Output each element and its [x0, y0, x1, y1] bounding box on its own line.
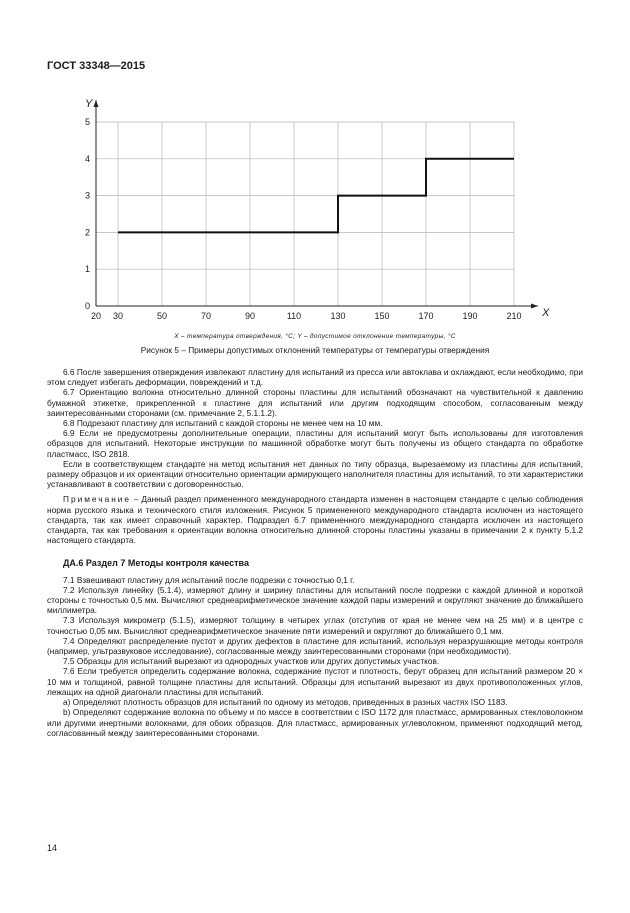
section-title: ДА.6 Раздел 7 Методы контроля качества	[63, 558, 249, 569]
x-tick-label-30: 30	[112, 311, 124, 321]
y-tick-label-5: 5	[84, 117, 90, 127]
x-tick-label-170: 170	[418, 311, 434, 321]
paragraph-7-2: 7.2 Используя линейку (5.1.4), измеряют длину и ширину пластины для испытаний после подрезки с каждой длинной и короткой стороны с точностью 0,5 мм. Вычисляют среднеарифметическое значение каждой пары измерений и округляют значение до ближайшего миллиметра.	[47, 584, 583, 616]
y-axis-arrow	[94, 100, 99, 107]
x-tick-label-210: 210	[506, 311, 522, 321]
x-tick-label-130: 130	[330, 311, 346, 321]
y-tick-label-1: 1	[84, 264, 90, 275]
x-axis-letter: X	[542, 307, 550, 319]
chart-grid	[96, 122, 514, 306]
note-label: Примечание	[63, 494, 132, 505]
x-axis-arrow	[531, 304, 538, 309]
page-number: 14	[47, 843, 58, 853]
y-axis-letter: Y	[85, 98, 93, 110]
paragraph-7-6b: b) Определяют содержание волокна по объему и по массе в соответствии с ISO 1172 для пластмасс, армированных стекловолокном или другими инертными волокнами, для обоих образцов. Для пластмасс, армированных углеволокном, применяют подходящий метод, согласованный между заинтересованными сторонами.	[47, 707, 583, 738]
paragraph-7-1: 7.1 Взвешивают пластину для испытаний после подрезки с точностью 0,1 г.	[63, 574, 355, 585]
paragraph-6-10: Если в соответствующем стандарте на метод испытания нет данных по типу образца, вырезаемому из пластины для испытаний, размеру образцов и их ориентации относительно ориентации армирующего наполнителя пластины для испытаний, то эти характеристики устанавливают в соответствии с договоренностью.	[47, 458, 583, 490]
paragraph-7-5: 7.5 Образцы для испытаний вырезают из однородных участков или других допустимых участков.	[63, 656, 440, 667]
x-tick-label-20: 20	[90, 311, 102, 321]
paragraph-7-6a: а) Определяют плотность образцов для испытаний по одному из методов, приведенных в разных частях ISO 1183.	[63, 697, 508, 708]
paragraph-6-6: 6.6 После завершения отверждения извлекают пластину для испытаний из пресса или автоклава и охлаждают, если необходимо, при этом следует избегать деформации, повреждений и т.д.	[47, 367, 583, 388]
x-tick-label-190: 190	[462, 311, 478, 321]
y-tick-label-3: 3	[84, 190, 90, 201]
y-tick-label-4: 4	[84, 153, 90, 164]
x-tick-label-70: 70	[200, 311, 212, 321]
note-text: – Данный раздел примененного международного стандарта изменен в настоящем стандарте с целью соблюдения норма русского языка и технического стиля изложения. Рисунок 5 примененного международного стандарта исключен из настоящего стандарта, так как имеет справочный характер. Подраздел 6.7 примененного международного стандарта исключен из настоящего стандарта, так как требования к ориентации волокна относительно длинной стороны пластины указаны в примечании 2 к пункту 5.1.2 настоящего стандарта.	[47, 494, 583, 546]
paragraph-7-3: 7.3 Используя микрометр (5.1.5), измеряют толщину в четырех углах (отступив от края не менее чем на 25 мм) и в центре с точностью 0,05 мм. Вычисляют среднеарифметическое значение пяти измерений и округляют до ближайшего 0,1 мм.	[47, 615, 583, 636]
paragraph-6-9: 6.9 Если не предусмотрены дополнительные операции, пластины для испытаний могут быть использованы для изготовления образцов для испытаний. Некоторые инструкции по машинной обработке могут быть получены из общего стандарта по обработке пластмасс, ISO 2818.	[47, 428, 583, 459]
note-paragraph	[47, 494, 583, 545]
paragraph-6-8: 6.8 Подрезают пластину для испытаний с каждой стороны не менее чем на 10 мм.	[63, 418, 383, 429]
document-header: ГОСТ 33348—2015	[47, 60, 146, 72]
x-tick-label-50: 50	[156, 311, 168, 321]
deviation-chart	[76, 92, 556, 332]
chart-axes	[85, 98, 550, 319]
y-tick-label-2: 2	[84, 227, 90, 238]
chart-tick-labels	[85, 117, 522, 321]
axis-legend: X – температура отверждения, °С; Y – допустимое отклонение температуры, °С	[174, 333, 456, 340]
paragraph-7-6: 7.6 Если требуется определить содержание волокна, содержание пустот и плотность, берут образец для испытаний размером 20 × 10 мм и толщиной, равной толщине пластины для испытаний. Образцы для испытаний вырезают из двух противоположенных углов, лежащих на одной диагонали пластины для испытаний.	[47, 666, 583, 697]
paragraph-6-7: 6.7 Ориентацию волокна относительно длинной стороны пластины для испытаний обозначают на чувствительной к давлению бумажной этикетке, прикрепленной к пластине для испытаний или другим подходящим способом, согласованным между заинтересованными сторонами (см. примечание 2, 5.1.1.2).	[47, 387, 583, 418]
x-tick-label-150: 150	[374, 311, 390, 321]
figure-caption: Рисунок 5 – Примеры допустимых отклонений температуры от температуры отверждения	[140, 345, 490, 355]
y-tick-label-0: 0	[84, 301, 90, 311]
x-tick-label-90: 90	[244, 311, 256, 321]
x-tick-label-110: 110	[286, 311, 302, 321]
body-text	[47, 367, 583, 738]
paragraph-7-4: 7.4 Определяют распределение пустот и других дефектов в пластине для испытаний, используя неразрушающие методы контроля (например, ультразвуковое исследование), согласованные между заинтересованными сторонами (при необходимости).	[47, 635, 583, 657]
